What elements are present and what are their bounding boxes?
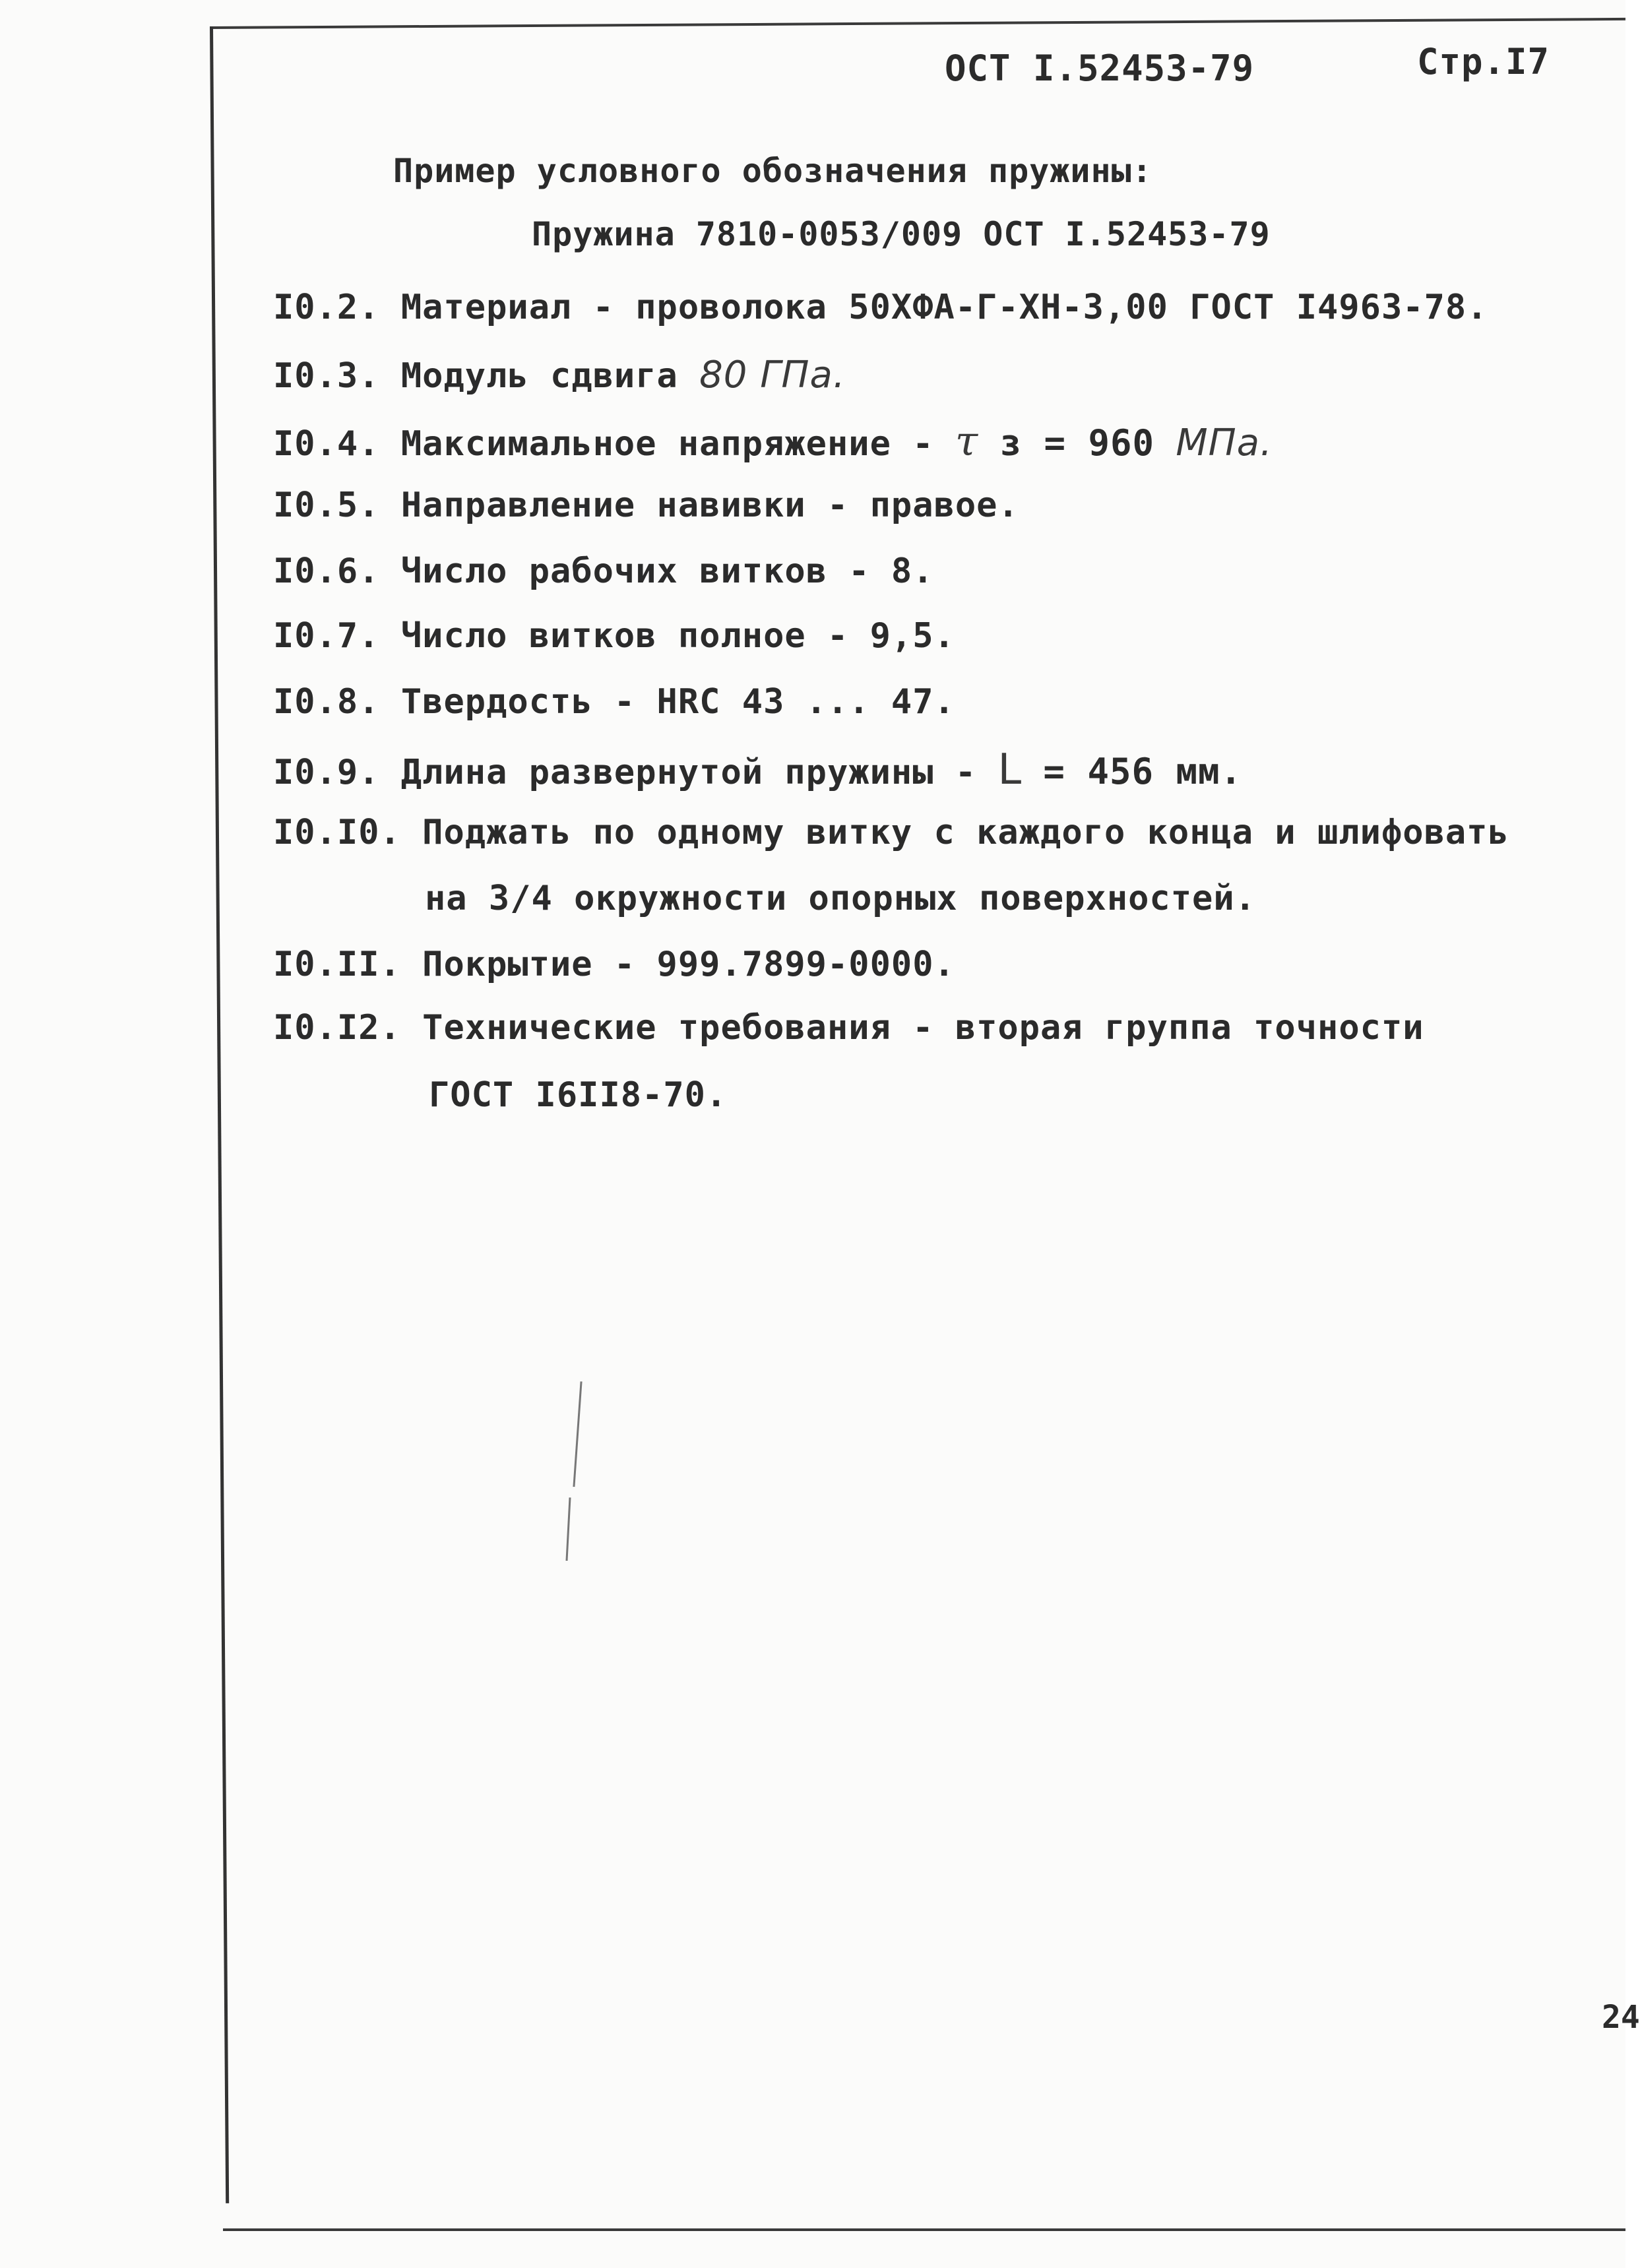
item-text: Поджать по одному витку с каждого конца и шлифовать <box>422 813 1509 852</box>
stray-pen-mark <box>573 1381 582 1487</box>
item-10-8 <box>273 682 955 722</box>
length-symbol: L <box>997 745 1023 794</box>
item-text: Материал - проволока 50ХФА-Г-ХН-3,00 ГОСТ I4963-78. <box>400 288 1488 327</box>
item-10-10 <box>273 813 1509 852</box>
item-10-3 <box>273 354 846 396</box>
frame-border-top <box>210 18 1625 29</box>
item-number: I0.9. <box>273 753 380 792</box>
item-text: Максимальное напряжение - <box>400 424 934 464</box>
item-text: Покрытие - 999.7899-0000. <box>422 945 955 984</box>
item-number: I0.4. <box>273 424 380 464</box>
stress-value: з = 960 <box>999 422 1155 464</box>
item-number: I0.I2. <box>273 1008 401 1048</box>
item-number: I0.6. <box>273 551 380 591</box>
item-text: Направление навивки - правое. <box>400 486 1019 525</box>
item-number: I0.II. <box>273 945 401 984</box>
item-text: Технические требования - вторая группа точности <box>422 1008 1424 1048</box>
item-10-10-continuation: на 3/4 окружности опорных поверхностей. <box>425 879 1256 918</box>
item-10-9 <box>273 745 1242 794</box>
example-designation: Пружина 7810-0053/009 ОСТ I.52453-79 <box>532 215 1271 253</box>
item-10-11 <box>273 945 955 984</box>
corner-number: 24 <box>1602 1999 1640 2036</box>
length-value: = 456 мм. <box>1043 751 1243 792</box>
item-number: I0.3. <box>273 356 380 396</box>
tau-symbol: τ <box>955 417 979 465</box>
item-text: Длина развернутой пружины - <box>400 753 977 792</box>
page-number: Стр.I7 <box>1417 41 1550 82</box>
frame-border-left <box>210 26 229 2203</box>
item-number: I0.7. <box>273 616 380 656</box>
example-title: Пример условного обозначения пружины: <box>393 152 1152 190</box>
stray-pen-mark <box>565 1497 571 1561</box>
item-number: I0.5. <box>273 486 380 525</box>
handwritten-unit: МПа. <box>1176 422 1273 464</box>
item-10-12 <box>273 1008 1424 1048</box>
item-10-6 <box>273 551 934 591</box>
item-text: Твердость - НRС 43 ... 47. <box>400 682 955 722</box>
item-10-4 <box>273 417 1273 465</box>
item-number: I0.2. <box>273 288 380 327</box>
item-text: Число витков полное - 9,5. <box>400 616 955 656</box>
document-code: ОСТ I.52453-79 <box>945 47 1255 89</box>
item-text: Число рабочих витков - 8. <box>400 551 934 591</box>
item-text: Модуль сдвига <box>400 356 678 396</box>
item-number: I0.I0. <box>273 813 401 852</box>
frame-border-bottom <box>223 2228 1625 2231</box>
item-10-12-continuation: ГОСТ I6II8-70. <box>429 1075 728 1115</box>
handwritten-value: 80 ГПа. <box>699 354 846 396</box>
item-10-2 <box>273 288 1488 327</box>
item-number: I0.8. <box>273 682 380 722</box>
item-10-7 <box>273 616 955 656</box>
item-10-5 <box>273 486 1019 525</box>
